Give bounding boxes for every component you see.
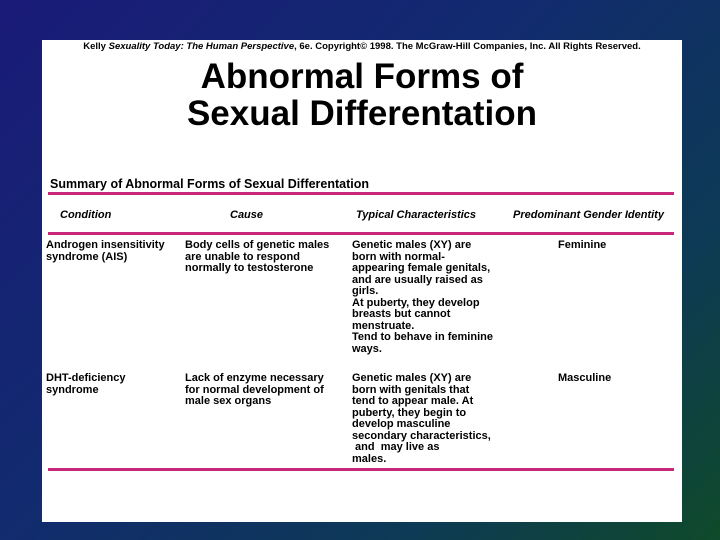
- row2-condition-line: DHT-deficiency: [46, 372, 126, 384]
- row1-char-line: girls.: [352, 285, 379, 297]
- row1-char-line: and are usually raised as: [352, 273, 483, 286]
- title-line-1: Abnormal Forms of: [200, 57, 524, 96]
- caption-rule: [48, 192, 674, 195]
- row1-characteristics: [352, 240, 493, 355]
- row2-char-line: and may live as: [352, 441, 440, 453]
- row2-char-line: tend to appear male. At: [352, 395, 474, 407]
- row2-char-line: puberty, they begin to: [352, 406, 467, 419]
- row2-cause-line: male sex organs: [185, 395, 272, 407]
- row1-identity: Feminine: [558, 239, 607, 251]
- header-characteristics: Typical Characteristics: [356, 209, 477, 221]
- row2-char-line: born with genitals that: [352, 383, 470, 396]
- row1-char-line: Tend to behave in feminine: [352, 331, 493, 343]
- table-caption: Summary of Abnormal Forms of Sexual Differentation: [50, 177, 370, 191]
- row1-condition-line: Androgen insensitivity: [46, 239, 165, 251]
- row2-condition: [46, 373, 125, 396]
- row1-cause-line: are unable to respond: [185, 250, 300, 263]
- bottom-rule: [48, 468, 674, 471]
- header-gender-identity: Predominant Gender Identity: [513, 209, 664, 221]
- row1-cause-line: normally to testosterone: [185, 262, 314, 274]
- row1-char-line: breasts but cannot: [352, 308, 451, 320]
- copyright-text: , 6e. Copyright© 1998. The McGraw-Hill Companies, Inc. All Rights Reserved.: [294, 41, 641, 52]
- row2-char-line: Genetic males (XY) are: [352, 372, 472, 384]
- row2-identity: Masculine: [558, 372, 612, 384]
- row2-cause-line: Lack of enzyme necessary: [185, 372, 324, 384]
- row2-characteristics: [352, 373, 491, 465]
- header-condition: Condition: [60, 209, 112, 221]
- title-line-2: Sexual Differentation: [186, 94, 538, 133]
- book-title: Sexuality Today: The Human Perspective: [108, 41, 295, 52]
- row2-cause-line: for normal development of: [185, 383, 324, 396]
- row2-condition-line: syndrome: [46, 383, 99, 396]
- row1-cause: [185, 240, 329, 275]
- row1-char-line: ways.: [352, 342, 382, 355]
- header-rule: [48, 232, 674, 235]
- row1-char-line: born with normal-: [352, 250, 445, 263]
- row1-char-line: appearing female genitals,: [352, 262, 491, 274]
- row1-char-line: menstruate.: [352, 319, 415, 332]
- row1-char-line: Genetic males (XY) are: [352, 239, 472, 251]
- row2-char-line: secondary characteristics,: [352, 429, 491, 442]
- row1-cause-line: Body cells of genetic males: [185, 239, 330, 251]
- slide-panel: [42, 40, 682, 522]
- author: Kelly: [83, 41, 106, 52]
- header-cause: Cause: [230, 209, 264, 221]
- row2-char-line: males.: [352, 452, 387, 465]
- copyright-line: [42, 41, 682, 52]
- row1-condition-line: syndrome (AIS): [46, 250, 128, 263]
- row2-cause: [185, 373, 324, 408]
- row1-char-line: At puberty, they develop: [352, 296, 480, 309]
- slide-title: [42, 58, 682, 132]
- row1-condition: [46, 240, 165, 263]
- row2-char-line: develop masculine: [352, 418, 451, 430]
